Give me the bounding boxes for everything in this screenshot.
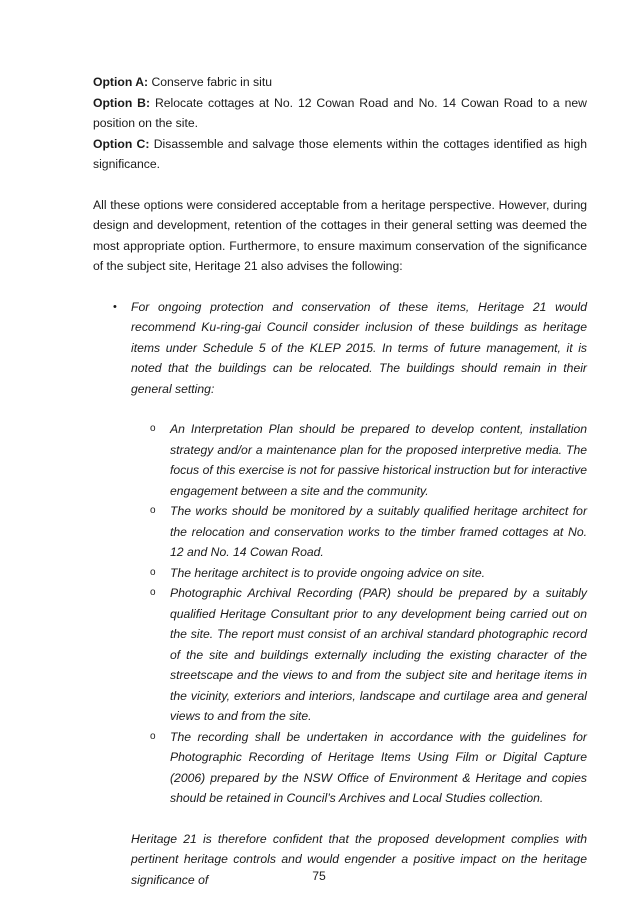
bullet-icon: • (113, 300, 117, 313)
sub-item-text: Photographic Archival Recording (PAR) should be prepared by a suitably qualified Heritage Consultant prior to any development being carried out on the site. The report must consist of an archival standard photographic record of the site and buildings externally including the existing character of the streetscape and the views to and from the subject site and heritage items in the vicinity, exteriors and interiors, landscape and curtilage area and general views to and from the site. (170, 586, 587, 723)
page-content (93, 72, 587, 890)
circle-bullet-icon: o (150, 566, 156, 578)
option-b-label: Option B: (93, 95, 151, 110)
sub-item-interpretation-plan (93, 419, 587, 501)
option-a-label: Option A: (93, 75, 149, 89)
sub-item-text: The works should be monitored by a suitably qualified heritage architect for the relocation and conservation works to the timber framed cottages at No. 12 and No. 14 Cowan Road. (170, 504, 587, 559)
option-c (93, 134, 587, 175)
sub-item-text: The recording shall be undertaken in accordance with the guidelines for Photographic Recording of Heritage Items Using Film or Digital Capture (2006) prepared by the NSW Office of Environment & Heritage and copies should be retained in Council’s Archives and Local Studies collection. (170, 729, 587, 805)
spacer (93, 277, 587, 297)
spacer (93, 399, 587, 419)
spacer (93, 175, 587, 195)
sub-item-archival-recording (93, 583, 587, 727)
intro-paragraph: All these options were considered acceptable from a heritage perspective. However, during design and development, retention of the cottages in their general setting was deemed the most appropriate option. Furthermore, to ensure maximum conservation of the significance of the subject site, Heritage 21 also advises the following: (93, 197, 587, 273)
option-c-label: Option C: (93, 136, 150, 151)
option-a-text: Conserve fabric in situ (151, 75, 273, 89)
option-b-text: Relocate cottages at No. 12 Cowan Road and No. 14 Cowan Road to a new position on the site. (93, 95, 587, 130)
option-a (93, 72, 587, 93)
recommendation-bullet (93, 297, 587, 400)
circle-bullet-icon: o (150, 587, 156, 598)
option-c-text: Disassemble and salvage those elements within the cottages identified as high significance. (93, 136, 587, 171)
sub-item-text: The heritage architect is to provide ongoing advice on site. (170, 565, 486, 580)
circle-bullet-icon: o (150, 505, 156, 516)
recommendation-list (93, 297, 587, 400)
sub-item-recording-guidelines (93, 727, 587, 809)
page-number: 75 (312, 869, 326, 883)
sub-item-monitoring (93, 501, 587, 563)
option-b (93, 93, 587, 134)
circle-bullet-icon: o (150, 730, 156, 742)
conclusion-paragraph: Heritage 21 is therefore confident that the proposed development complies with pertinent heritage controls and would engender a positive impact on the heritage significance of (131, 831, 587, 887)
spacer (93, 809, 587, 829)
circle-bullet-icon: o (150, 423, 156, 434)
bullet-text: For ongoing protection and conservation of these items, Heritage 21 would recommend Ku-ring-gai Council consider inclusion of these buildings as heritage items under Schedule 5 of the KLEP 2015. In terms of future management, it is noted that the buildings can be relocated. The buildings should remain in their general setting: (131, 299, 587, 396)
sub-item-ongoing-advice (93, 563, 587, 584)
sub-recommendation-list (93, 419, 587, 809)
sub-item-text: An Interpretation Plan should be prepared to develop content, installation strategy and/or a maintenance plan for the proposed interpretive media. The focus of this exercise is not for passive historical instruction but for interactive engagement between a site and the community. (170, 422, 587, 498)
